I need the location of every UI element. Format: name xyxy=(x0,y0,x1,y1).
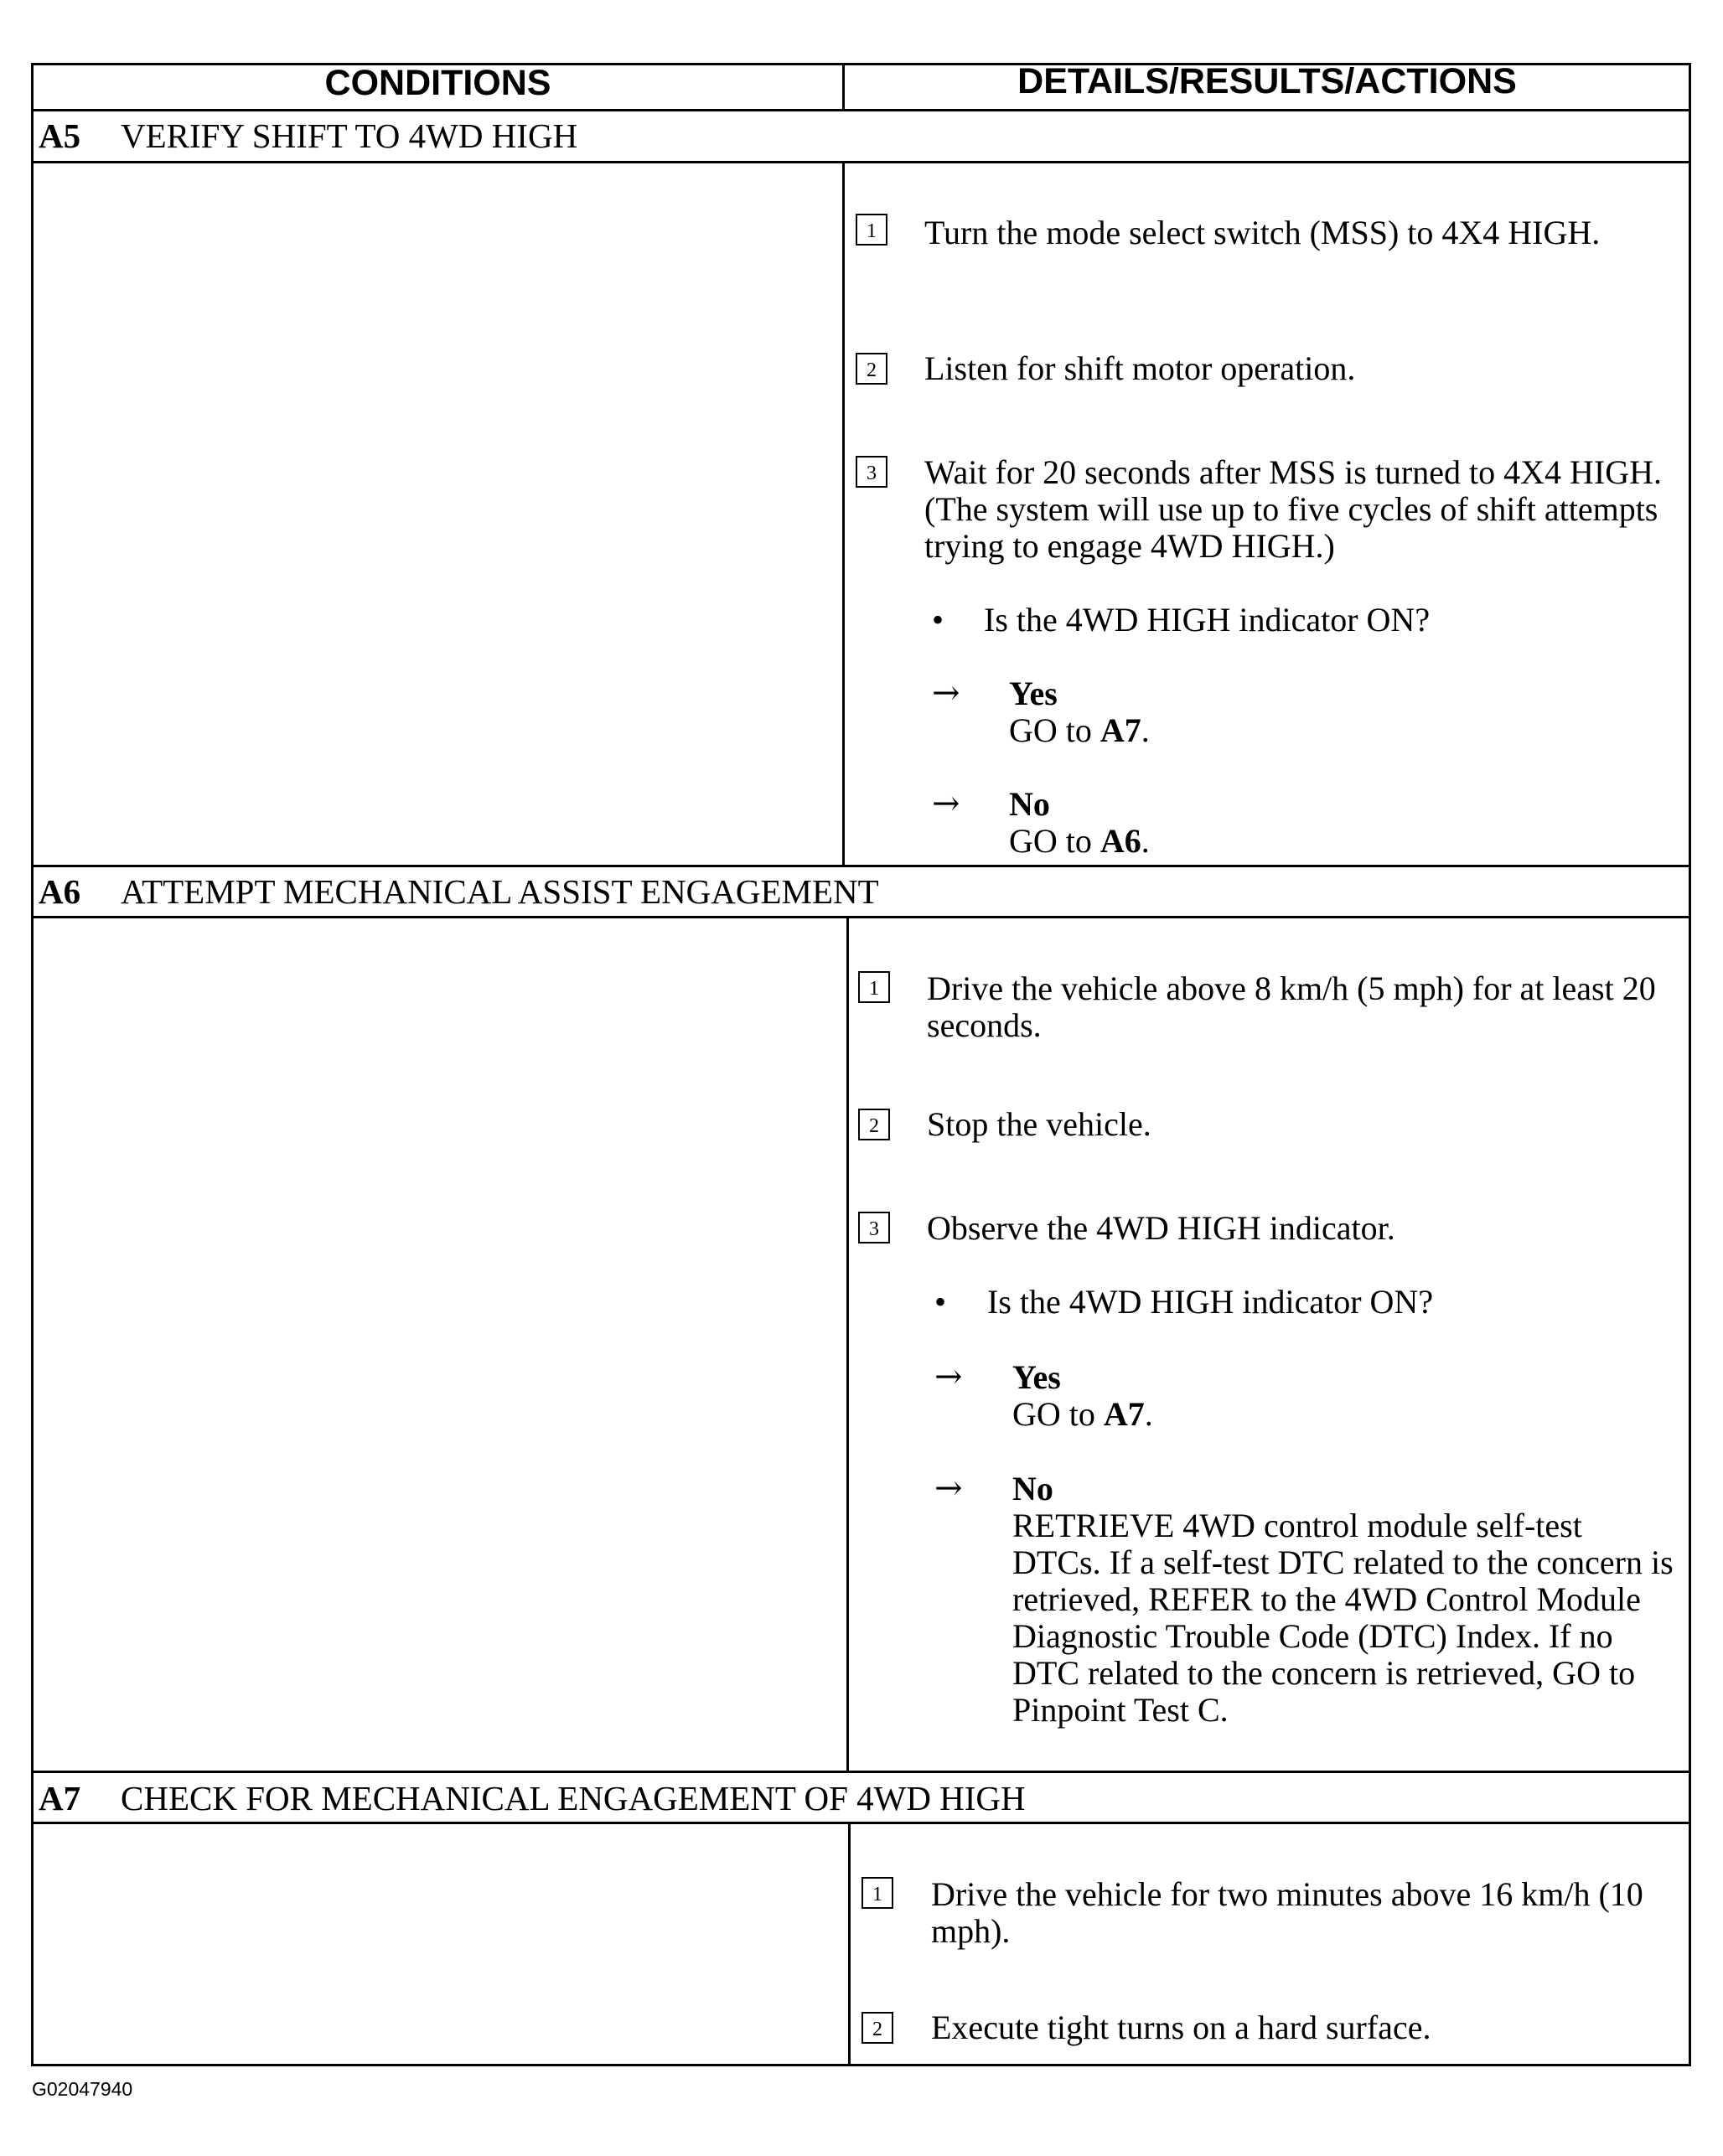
a6-yes-arrow: → xyxy=(934,1357,963,1396)
a6-yes-action-suffix: . xyxy=(1144,1395,1153,1433)
a5-step-3-text: Wait for 20 seconds after MSS is turned to 4X4 HIGH. (The system will use up to five cycles of shift attempts trying to engage 4WD HIGH.) xyxy=(924,453,1662,565)
a6-no-label: No xyxy=(1012,1470,1053,1507)
a5-yes-arrow: → xyxy=(932,674,960,712)
a6-yes-action-prefix: GO to xyxy=(1012,1395,1104,1433)
a6-step-2-text: Stop the vehicle. xyxy=(927,1105,1151,1143)
a5-no-label: No xyxy=(1009,785,1050,823)
section-a6-bottom-rule xyxy=(31,1771,1690,1773)
a7-step-1-number: 1 xyxy=(862,1877,893,1909)
a5-no-target: A6 xyxy=(1100,822,1141,860)
a5-question-bullet: • xyxy=(932,601,944,639)
a5-yes-action-suffix: . xyxy=(1141,711,1150,749)
a6-question-bullet: • xyxy=(934,1283,947,1321)
header-details: DETAILS/RESULTS/ACTIONS xyxy=(1017,61,1517,101)
a7-step-2-number: 2 xyxy=(862,2012,893,2044)
section-a5-divider xyxy=(842,161,845,867)
section-a7-id: A7 xyxy=(39,1779,81,1817)
figure-code: G02047940 xyxy=(32,2078,133,2100)
a5-yes-target: A7 xyxy=(1100,711,1141,749)
a5-step-2-text: Listen for shift motor operation. xyxy=(924,349,1356,387)
table-border-bottom xyxy=(31,2064,1691,2066)
a6-step-1-text: Drive the vehicle above 8 km/h (5 mph) for at least 20 seconds. xyxy=(927,969,1656,1044)
section-a7-title-rule xyxy=(31,1822,1690,1824)
a6-question: Is the 4WD HIGH indicator ON? xyxy=(987,1283,1434,1321)
a5-step-3-number: 3 xyxy=(856,456,887,488)
section-a7-title-text: CHECK FOR MECHANICAL ENGAGEMENT OF 4WD HIGH xyxy=(121,1779,1026,1817)
a6-step-2-number: 2 xyxy=(858,1109,890,1140)
a6-step-1-number: 1 xyxy=(858,971,890,1003)
section-a6-divider xyxy=(846,916,849,1772)
a6-step-3-number: 3 xyxy=(858,1212,890,1243)
header-bottom-rule xyxy=(31,109,1690,111)
header-conditions: CONDITIONS xyxy=(324,63,551,103)
a7-step-2-text: Execute tight turns on a hard surface. xyxy=(931,2009,1431,2046)
table-border-left xyxy=(31,63,34,2066)
a6-yes-label: Yes xyxy=(1012,1358,1061,1396)
a6-no-action: RETRIEVE 4WD control module self-test DTCs. If a self-test DTC related to the concern is retrieved, REFER to the 4WD Control Module Diagnostic Trouble Code (DTC) Index. If no DTC related to the concern is retrieved, GO to Pinpoint Test C. xyxy=(1012,1507,1674,1729)
table-border-right xyxy=(1689,63,1691,2066)
a5-yes-action-prefix: GO to xyxy=(1009,711,1100,749)
section-a5-title-text: VERIFY SHIFT TO 4WD HIGH xyxy=(121,116,578,155)
a5-step-1-number: 1 xyxy=(856,214,887,246)
a5-no-action-suffix: . xyxy=(1141,822,1150,860)
a7-step-1-text: Drive the vehicle for two minutes above 16 km/h (10 mph). xyxy=(931,1875,1643,1950)
section-a5-title xyxy=(39,116,577,156)
section-a6-title-text: ATTEMPT MECHANICAL ASSIST ENGAGEMENT xyxy=(121,872,879,911)
a5-yes-label: Yes xyxy=(1009,675,1058,712)
a5-step-2-number: 2 xyxy=(856,353,887,385)
section-a7-divider xyxy=(848,1822,851,2065)
a5-no-action xyxy=(1009,823,1663,860)
section-a5-title-rule xyxy=(31,161,1690,163)
a6-yes-target: A7 xyxy=(1103,1395,1145,1433)
section-a6-title xyxy=(39,871,879,912)
section-a5-bottom-rule xyxy=(31,865,1690,867)
section-a6-title-rule xyxy=(31,916,1690,918)
section-a7-title xyxy=(39,1778,1026,1818)
a6-step-3-text: Observe the 4WD HIGH indicator. xyxy=(927,1209,1395,1247)
a5-no-action-prefix: GO to xyxy=(1009,822,1100,860)
a5-step-1-text: Turn the mode select switch (MSS) to 4X4 HIGH. xyxy=(924,214,1601,251)
section-a5-id: A5 xyxy=(39,116,81,155)
a5-no-arrow: → xyxy=(932,784,960,823)
a5-question: Is the 4WD HIGH indicator ON? xyxy=(984,601,1431,639)
section-a6-id: A6 xyxy=(39,872,81,911)
a6-yes-action xyxy=(1012,1396,1666,1433)
a5-yes-action xyxy=(1009,712,1663,749)
a6-no-arrow: → xyxy=(934,1469,963,1507)
